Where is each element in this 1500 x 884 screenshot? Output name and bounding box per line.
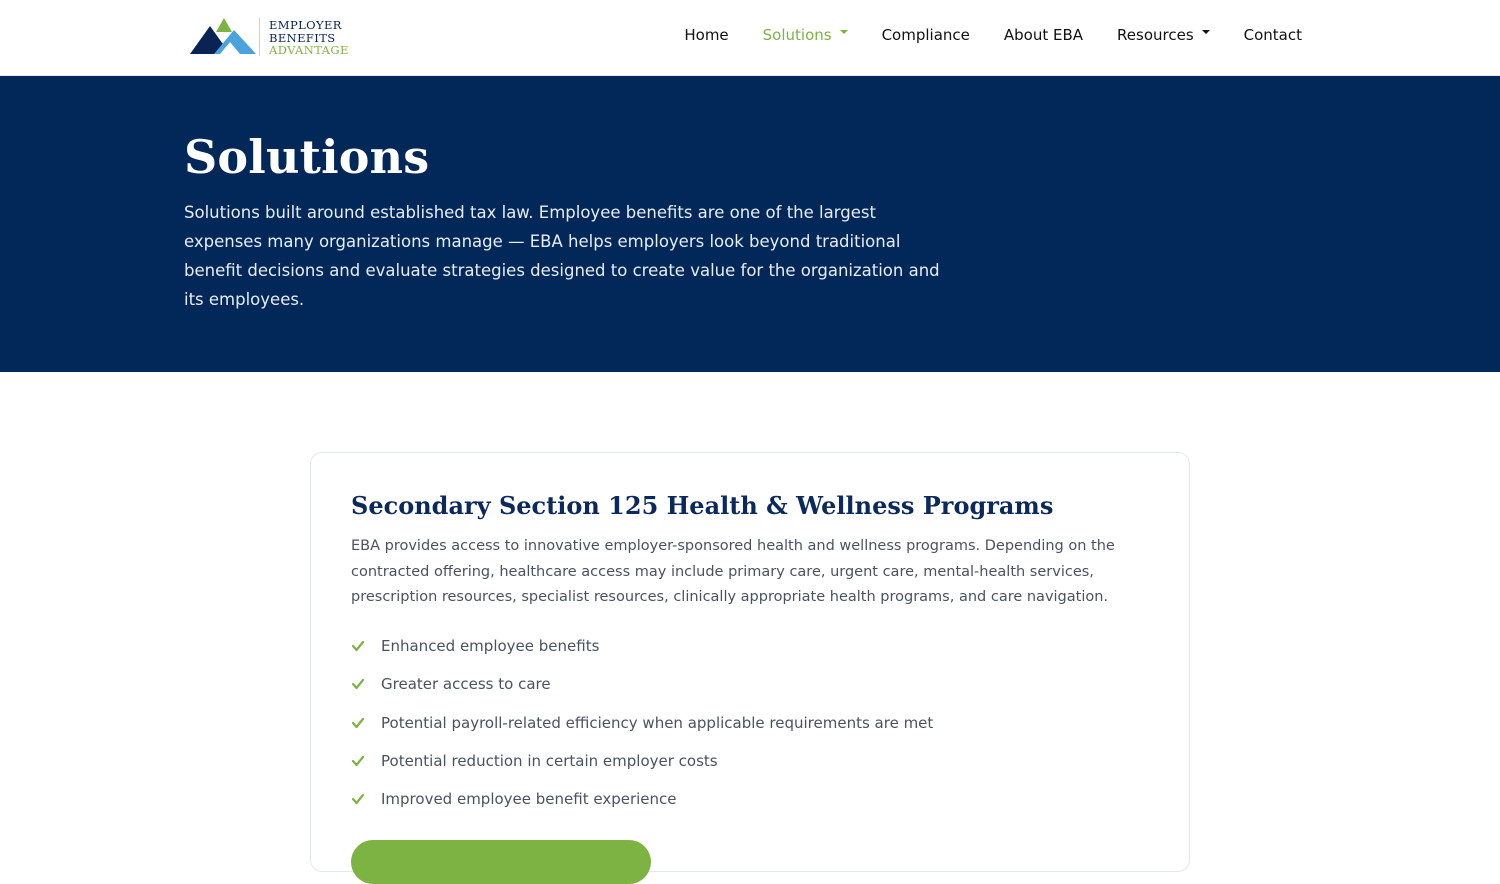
check-icon: [351, 639, 365, 653]
mountain-logo-icon: [190, 16, 256, 56]
check-icon: [351, 716, 365, 730]
logo-divider: [259, 18, 260, 56]
nav-about-label: About EBA: [1003, 26, 1084, 44]
benefit-item: [351, 742, 933, 780]
benefit-item: [351, 627, 933, 665]
nav-contact-label: Contact: [1243, 26, 1302, 44]
benefit-item: [351, 780, 933, 818]
logo-line-2: BENEFITS: [269, 30, 336, 45]
benefit-item: [351, 665, 933, 703]
nav-solutions-label: Solutions: [762, 26, 832, 44]
solution-card: [310, 452, 1190, 872]
nav-contact[interactable]: [1244, 26, 1302, 44]
benefit-text: Potential reduction in certain employer costs: [381, 752, 718, 771]
nav-about-eba[interactable]: [1004, 26, 1083, 44]
nav-resources-label: Resources: [1117, 26, 1194, 44]
logo-wordmark: [269, 19, 349, 57]
logo[interactable]: [190, 16, 360, 60]
logo-line-3: ADVANTAGE: [269, 43, 349, 57]
dropdown-caret-icon: [840, 30, 848, 34]
hero-description: Solutions built around established tax law. Employee benefits are one of the largest expenses many organizations manage — EBA helps employers look beyond traditional benefit decisions and evaluate strategies designed to create value for the organization and its employees.: [184, 203, 940, 309]
benefit-item: [351, 704, 933, 742]
benefits-list: [351, 627, 933, 818]
benefit-text: Greater access to care: [381, 675, 551, 694]
page-title: Solutions: [184, 130, 430, 184]
logo-line-1: EMPLOYER: [269, 18, 342, 32]
nav-compliance[interactable]: [882, 26, 970, 44]
nav-resources[interactable]: [1117, 26, 1210, 44]
dropdown-caret-icon: [1202, 30, 1210, 34]
benefit-text: Potential payroll-related efficiency when applicable requirements are met: [381, 713, 934, 732]
hero-banner: [0, 76, 1500, 372]
nav-solutions[interactable]: [763, 26, 848, 44]
benefit-text: Improved employee benefit experience: [381, 790, 677, 809]
cta-button[interactable]: [351, 840, 651, 884]
check-icon: [351, 677, 365, 691]
nav-compliance-label: Compliance: [881, 26, 970, 44]
card-title: Secondary Section 125 Health & Wellness Programs: [351, 491, 1054, 520]
nav-home-label: Home: [684, 26, 729, 44]
check-icon: [351, 754, 365, 768]
main-nav: [650, 26, 1302, 44]
card-description: EBA provides access to innovative employer-sponsored health and wellness programs. Depending on the contracted offering, healthcare access may include primary care, urgent care, mental-health services, prescription resources, specialist resources, clinically appropriate health programs, and care navigation.: [351, 538, 1115, 606]
nav-home[interactable]: [684, 26, 728, 44]
check-icon: [351, 792, 365, 806]
benefit-text: Enhanced employee benefits: [381, 637, 600, 656]
top-navbar: [0, 0, 1500, 76]
